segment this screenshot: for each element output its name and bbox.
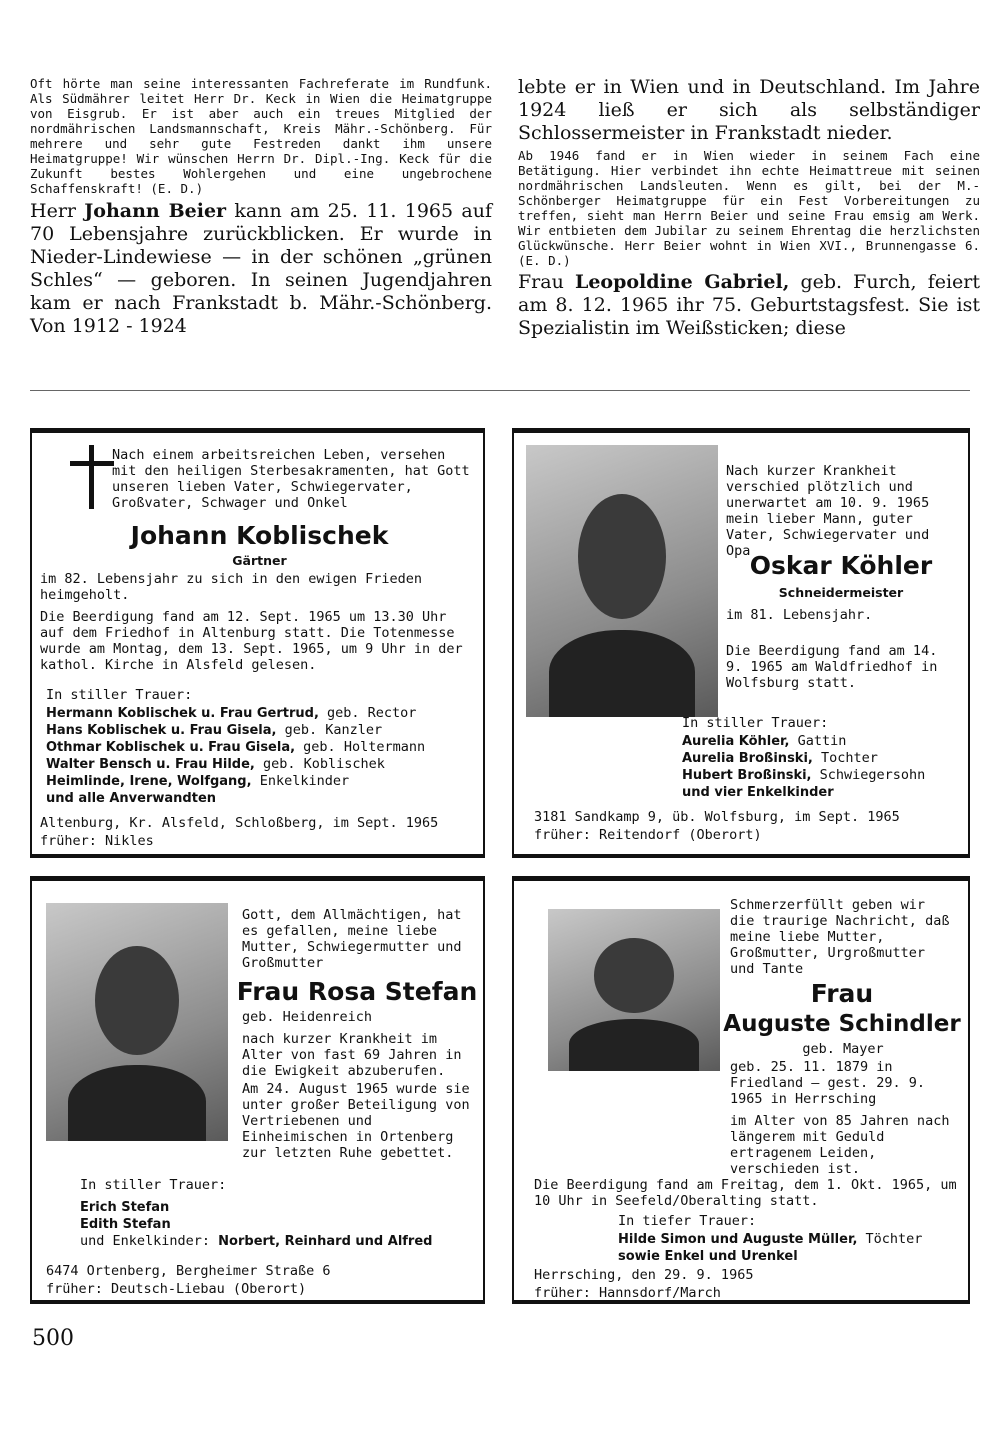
- former-place: früher: Deutsch-Liebau (Oberort): [46, 1281, 307, 1297]
- deceased-name: Auguste Schindler: [723, 1011, 961, 1037]
- mourner-list: [618, 1231, 963, 1265]
- article-text: Frau: [518, 271, 575, 293]
- mourner-entry: und Enkelkinder: Norbert, Reinhard und Alfred: [80, 1233, 433, 1249]
- former-place: früher: Hannsdorf/March: [534, 1285, 721, 1301]
- place-date: Herrsching, den 29. 9. 1965: [534, 1267, 754, 1283]
- obituary-text: im Alter von 85 Jahren nach längerem mit Geduld ertragenem Leiden, verschieden ist.: [730, 1113, 950, 1177]
- place-date: 6474 Ortenberg, Bergheimer Straße 6: [46, 1263, 331, 1279]
- mourner-entry: sowie Enkel und Urenkel: [618, 1249, 798, 1264]
- mourner-list: [46, 705, 481, 807]
- obituary-koehler: [512, 428, 970, 858]
- obituary-text: im 81. Lebensjahr.: [726, 607, 873, 623]
- mourner-entry: und alle Anverwandten: [46, 791, 217, 806]
- deceased-name: Frau: [810, 979, 874, 1008]
- person-name: Johann Beier: [84, 200, 227, 222]
- mourning-label: In tiefer Trauer:: [618, 1213, 757, 1229]
- cross-icon: [70, 445, 114, 509]
- birth-name: geb. Heidenreich: [242, 1009, 373, 1025]
- article-paragraph: Oft hörte man seine interessanten Fachreferate im Rundfunk. Als Südmährer leitet Herr Dr. Keck in Wien die Heimatgruppe von Eisgrub. Er ist aber auch ein treues Mitglied der nordmährischen Landsmannschaft, Kreis Mähr.-Schönberg. Für mehrere und sehr gute Festreden dankt ihm unsere Heimatgruppe! Wir wünschen Herrn Dr. Dipl.-Ing. Keck für die Zukunft bestes Wohlergehen und eine ungebrochene Schaffenskraft! (E. D.): [30, 76, 492, 196]
- portrait-photo: [548, 909, 720, 1071]
- portrait-photo: [526, 445, 718, 717]
- funeral-text: Am 24. August 1965 wurde sie unter großer Beteiligung von Vertriebenen und Einheimischen in Ortenberg zur letzten Ruhe gebettet.: [242, 1081, 470, 1161]
- obituary-intro: Nach kurzer Krankheit verschied plötzlich und unerwartet am 10. 9. 1965 mein lieber Mann, guter Vater, Schwiegervater und Opa: [726, 463, 930, 559]
- mourner-entry: Hermann Koblischek u. Frau Gertrud, geb. Rector: [46, 705, 417, 721]
- article-text: Herr: [30, 200, 85, 222]
- deceased-name: Johann Koblischek: [130, 521, 389, 550]
- mourner-list: [80, 1199, 480, 1250]
- funeral-text: Die Beerdigung fand am 12. Sept. 1965 um 13.30 Uhr auf dem Friedhof in Altenburg statt. Die Totenmesse wurde am Montag, dem 13. Sept. 1965, um 9 Uhr in der kathol. Kirche in Alsfeld gelesen.: [40, 609, 463, 673]
- article-paragraph: [518, 271, 980, 340]
- mourner-entry: Erich Stefan: [80, 1200, 170, 1215]
- mourner-entry: Aurelia Broßinski, Tochter: [682, 750, 878, 766]
- article-paragraph: [30, 200, 492, 338]
- deceased-occupation: Schneidermeister: [778, 585, 904, 600]
- funeral-text: Die Beerdigung fand am Freitag, dem 1. Okt. 1965, um 10 Uhr in Seefeld/Oberalting statt.: [534, 1177, 957, 1209]
- person-name: Leopoldine Gabriel,: [574, 271, 790, 293]
- obituary-stefan: [30, 876, 485, 1304]
- place-date: 3181 Sandkamp 9, üb. Wolfsburg, im Sept. 1965: [534, 809, 900, 825]
- mourner-entry: Hubert Broßinski, Schwiegersohn: [682, 767, 926, 783]
- article-text: kann am 25. 11. 1965 auf 70 Lebensjahre zurückblicken. Er wurde in Nieder-Lindewiese — in der schönen „grünen Schles“ — geboren. In seinen Jugendjahren kam er nach Frankstadt b. Mähr.-Schönberg. Von 1912 - 1924: [30, 200, 492, 337]
- deceased-name: Oskar Köhler: [749, 551, 933, 580]
- obituary-intro: Nach einem arbeitsreichen Leben, versehen mit den heiligen Sterbesakramenten, hat Gott unseren lieben Vater, Schwiegervater, Großvater, Schwager und Onkel: [112, 447, 470, 511]
- mourner-entry: Hilde Simon und Auguste Müller, Töchter: [618, 1231, 923, 1247]
- page-number: 500: [32, 1326, 74, 1351]
- mourner-entry: und vier Enkelkinder: [682, 785, 834, 800]
- mourner-entry: Hans Koblischek u. Frau Gisela, geb. Kanzler: [46, 722, 383, 738]
- article-paragraph: Ab 1946 fand er in Wien wieder in seinem Fach eine Betätigung. Hier verbindet ihn echte Heimattreue mit seinen nordmährischen Landsleuten. Wenn es gilt, bei der M.-Schönberger Heimatgruppe für ein Fest Vorbereitungen zu treffen, sieht man Herrn Beier und seine Frau emsig am Werk. Wir entbieten dem Jubilar zu seinem Ehrentag die herzlichsten Glückwünsche. Herr Beier wohnt in Wien XVI., Brunnengasse 6. (E. D.): [518, 148, 980, 268]
- obituary-koblischek: [30, 428, 485, 858]
- article-column-right: [518, 76, 980, 340]
- obituary-intro: Gott, dem Allmächtigen, hat es gefallen, meine liebe Mutter, Schwiegermutter und Großmutter: [242, 907, 462, 971]
- deceased-name: Frau Rosa Stefan: [236, 977, 478, 1006]
- mourning-label: In stiller Trauer:: [46, 687, 193, 703]
- mourning-label: In stiller Trauer:: [682, 715, 829, 731]
- article-text: geb. Furch, feiert am 8. 12. 1965 ihr 75. Geburtstagsfest. Sie ist Spezialistin im Weißsticken; diese: [518, 271, 981, 339]
- mourner-entry: Walter Bensch u. Frau Hilde, geb. Koblischek: [46, 756, 385, 772]
- mourner-entry: Othmar Koblischek u. Frau Gisela, geb. Holtermann: [46, 739, 426, 755]
- mourning-label: In stiller Trauer:: [80, 1177, 227, 1193]
- former-place: früher: Reitendorf (Oberort): [534, 827, 762, 843]
- section-divider: [30, 390, 970, 391]
- former-place: früher: Nikles: [40, 833, 154, 849]
- obituary-text: nach kurzer Krankheit im Alter von fast 69 Jahren in die Ewigkeit abzuberufen.: [242, 1031, 462, 1079]
- obituary-text: im 82. Lebensjahr zu sich in den ewigen Frieden heimgeholt.: [40, 571, 423, 603]
- birth-name: geb. Mayer: [802, 1041, 884, 1057]
- mourner-entry: Edith Stefan: [80, 1217, 171, 1232]
- deceased-occupation: Gärtner: [232, 553, 287, 568]
- obituary-schindler: [512, 876, 970, 1304]
- mourner-entry: Heimlinde, Irene, Wolfgang, Enkelkinder: [46, 773, 350, 789]
- portrait-photo: [46, 903, 228, 1141]
- place-date: Altenburg, Kr. Alsfeld, Schloßberg, im Sept. 1965: [40, 815, 439, 831]
- mourner-entry: Aurelia Köhler, Gattin: [682, 733, 847, 749]
- mourner-list: [682, 733, 967, 801]
- obituary-intro: Schmerzerfüllt geben wir die traurige Nachricht, daß meine liebe Mutter, Großmutter, Urgroßmutter und Tante: [730, 897, 950, 977]
- article-paragraph: lebte er in Wien und in Deutschland. Im Jahre 1924 ließ er sich als selbständiger Schlossermeister in Frankstadt nieder.: [518, 76, 980, 144]
- life-dates: geb. 25. 11. 1879 in Friedland — gest. 29. 9. 1965 in Herrsching: [730, 1059, 926, 1107]
- funeral-text: Die Beerdigung fand am 14. 9. 1965 am Waldfriedhof in Wolfsburg statt.: [726, 643, 938, 691]
- article-column-left: [30, 76, 492, 338]
